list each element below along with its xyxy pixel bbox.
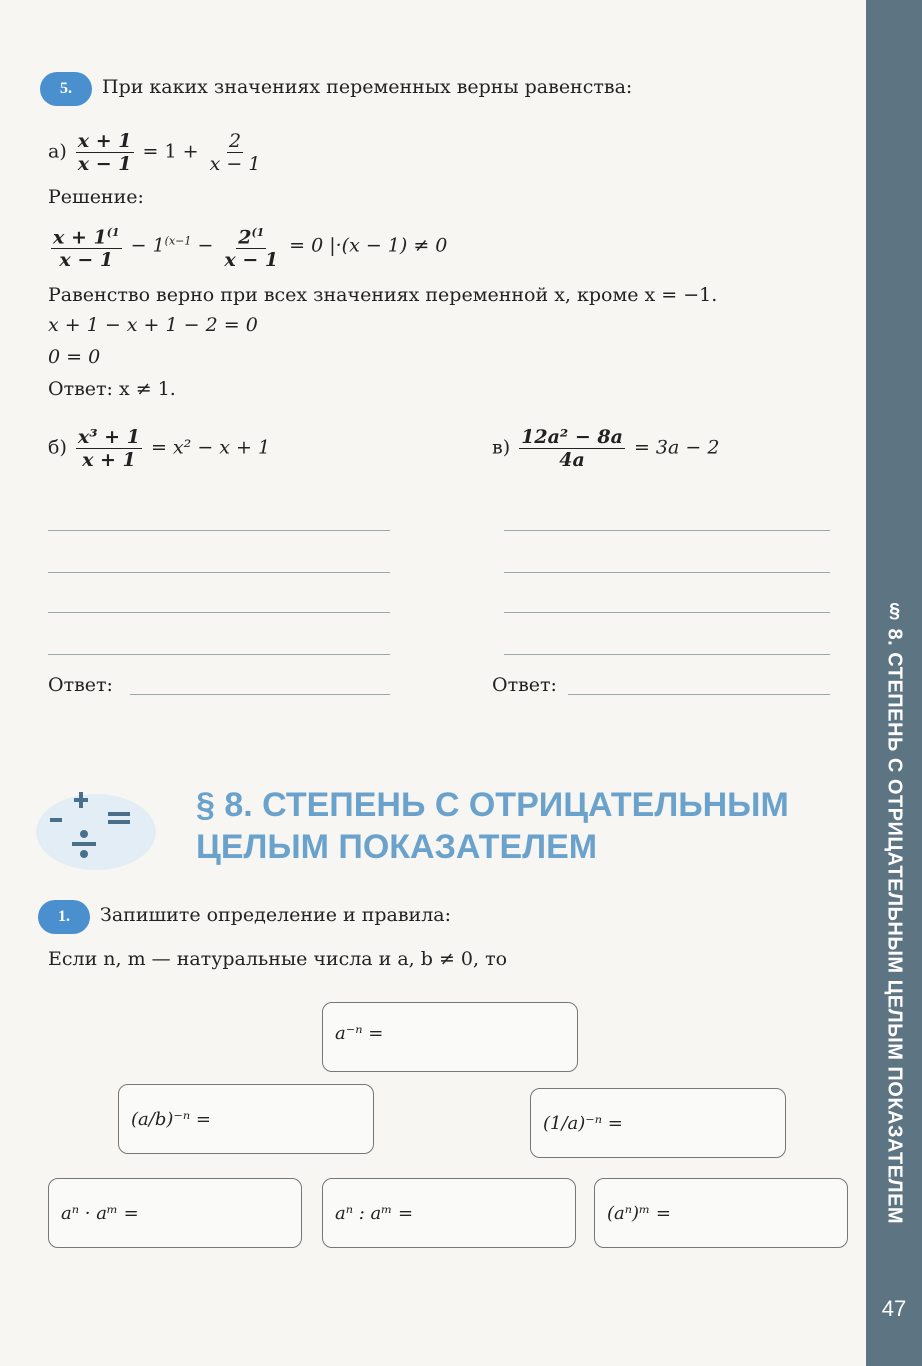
- solution-mark-2: (x−1: [164, 234, 192, 248]
- answer-b-label: Ответ:: [48, 674, 113, 696]
- rule-box-quotient[interactable]: [322, 1178, 576, 1248]
- solution-step-1: x + 1 − x + 1 − 2 = 0: [48, 314, 258, 336]
- task-5-badge: 5.: [40, 72, 92, 106]
- writing-line-c-4[interactable]: [504, 654, 830, 655]
- part-a-rhs-numerator: 2: [228, 130, 242, 152]
- part-a-rhs-denominator: x − 1: [209, 153, 261, 175]
- rule-box-fraction-power[interactable]: [118, 1084, 374, 1154]
- rule-box-power-of-power[interactable]: [594, 1178, 848, 1248]
- solution-fraction-1: [51, 222, 122, 271]
- solution-f1-numerator: $x + 1^{(1}$: [51, 222, 122, 249]
- task-1-instruction: Запишите определение и правила:: [100, 904, 452, 926]
- section-heading: [196, 784, 789, 868]
- part-c-label: в): [492, 436, 511, 459]
- part-a-lhs-fraction: [76, 130, 134, 175]
- chapter-sidebar-label: § 8. СТЕПЕНЬ С ОТРИЦАТЕЛЬНЫМ ЦЕЛЫМ ПОКАЗАТЕЛЕМ: [883, 600, 906, 1225]
- writing-line-b-1[interactable]: [48, 530, 390, 531]
- task-1-badge: 1.: [38, 900, 90, 934]
- writing-line-c-2[interactable]: [504, 572, 830, 573]
- answer-b-line[interactable]: [130, 694, 390, 695]
- solution-f2-mark: (1: [251, 226, 265, 239]
- part-a-label: а): [48, 140, 67, 163]
- answer-c-line[interactable]: [568, 694, 830, 695]
- math-symbols-icon: [34, 784, 158, 874]
- rule-box-fraction-power-text: (a/b)⁻ⁿ =: [131, 1108, 211, 1130]
- solution-minus-2: −: [197, 234, 214, 257]
- part-a-equation: [48, 130, 265, 175]
- part-c-fraction: [519, 426, 625, 471]
- section-heading-line-2: ЦЕЛЫМ ПОКАЗАТЕЛЕМ: [196, 828, 598, 866]
- part-c-equation: [492, 426, 719, 471]
- part-c-numerator: 12a² − 8a: [521, 426, 623, 448]
- solution-step-2: 0 = 0: [48, 346, 101, 368]
- part-b-label: б): [48, 436, 67, 459]
- task-1-condition: Если n, m — натуральные числа и a, b ≠ 0, то: [48, 948, 508, 970]
- writing-line-c-3[interactable]: [504, 612, 830, 613]
- rule-box-product-text: aⁿ · aᵐ =: [61, 1202, 139, 1224]
- solution-minus-1: − 1: [130, 234, 165, 257]
- writing-line-c-1[interactable]: [504, 530, 830, 531]
- part-b-denominator: x + 1: [82, 449, 136, 471]
- part-c-rhs: = 3a − 2: [633, 436, 720, 459]
- writing-line-b-3[interactable]: [48, 612, 390, 613]
- solution-label: Решение:: [48, 186, 144, 208]
- rule-box-negative-power-text: a⁻ⁿ =: [335, 1023, 384, 1044]
- answer-a: Ответ: x ≠ 1.: [48, 378, 176, 400]
- part-b-rhs: = x² − x + 1: [150, 436, 271, 459]
- rule-box-power-of-power-text: (aⁿ)ᵐ =: [607, 1202, 671, 1224]
- solution-f2-denominator: x − 1: [224, 249, 279, 272]
- rule-box-reciprocal-power-text: (1/a)⁻ⁿ =: [543, 1112, 623, 1134]
- task-5-question: При каких значениях переменных верны равенства:: [102, 76, 633, 98]
- rule-box-quotient-text: aⁿ : aᵐ =: [335, 1202, 414, 1224]
- solution-f2-numerator: 2$^{(1}$: [236, 222, 266, 249]
- section-heading-line-1: § 8. СТЕПЕНЬ С ОТРИЦАТЕЛЬНЫМ: [196, 786, 789, 824]
- part-c-denominator: 4a: [559, 449, 585, 471]
- rule-box-product[interactable]: [48, 1178, 302, 1248]
- part-a-rhs-fraction: [208, 130, 263, 175]
- solution-f1-denominator: x − 1: [59, 249, 114, 272]
- writing-line-b-4[interactable]: [48, 654, 390, 655]
- page-number: 47: [881, 1296, 907, 1321]
- solution-f1-mark: (1: [106, 226, 120, 239]
- solution-fraction-2: [222, 222, 280, 271]
- solution-equation: [48, 222, 447, 271]
- part-a-eq-plus: = 1 +: [142, 140, 199, 163]
- part-b-fraction: [76, 426, 142, 471]
- rule-box-reciprocal-power[interactable]: [530, 1088, 786, 1158]
- writing-line-b-2[interactable]: [48, 572, 390, 573]
- part-a-lhs-numerator: x + 1: [77, 130, 132, 152]
- answer-c-label: Ответ:: [492, 674, 557, 696]
- part-a-lhs-denominator: x − 1: [77, 153, 132, 175]
- solution-statement: Равенство верно при всех значениях переменной x, кроме x = −1.: [48, 284, 718, 306]
- part-b-equation: [48, 426, 270, 471]
- solution-tail: = 0 |·(x − 1) ≠ 0: [289, 234, 448, 257]
- rule-box-negative-power[interactable]: [322, 1002, 578, 1072]
- part-b-numerator: x³ + 1: [77, 426, 140, 448]
